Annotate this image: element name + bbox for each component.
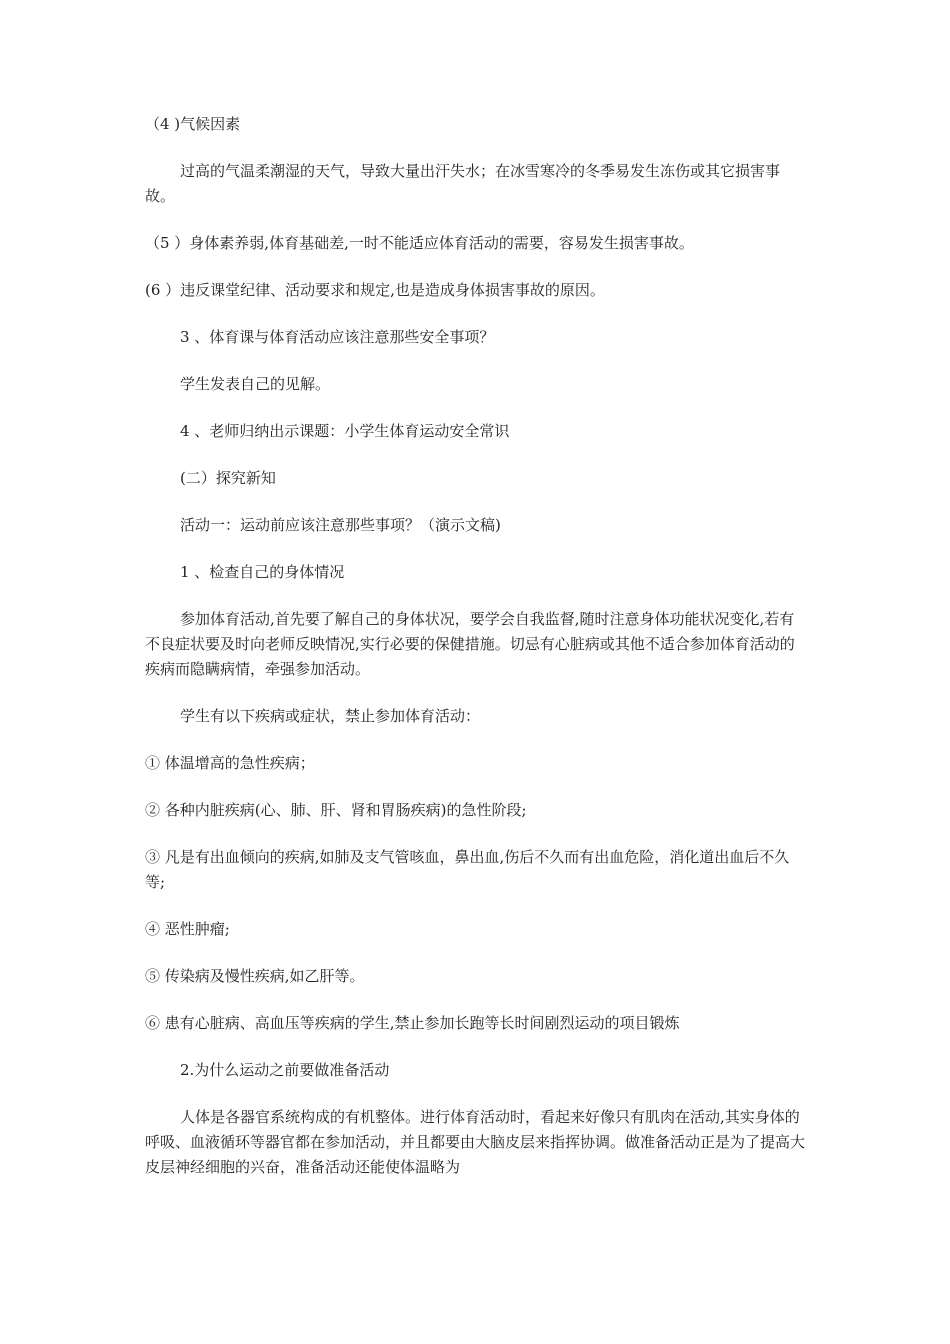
list-item-5: ⑤ 传染病及慢性疾病,如乙肝等。 <box>145 967 365 985</box>
paragraph-climate-detail: 过高的气温柔潮湿的天气，导致大量出汗失水；在冰雪寒冷的冬季易发生冻伤或其它损害事故。 <box>145 162 781 205</box>
list-item-3: ③ 凡是有出血倾向的疾病,如肺及支气管咳血，鼻出血,伤后不久而有出血危险，消化道出血后不久等; <box>145 848 790 891</box>
list-item-2: ② 各种内脏疾病(心、肺、肝、肾和胃肠疾病)的急性阶段; <box>145 801 527 819</box>
paragraph-discipline: (6 ）违反课堂纪律、活动要求和规定,也是造成身体损害事故的原因。 <box>145 281 605 299</box>
paragraph-weak-fitness: （5 ）身体素养弱,体育基础差,一时不能适应体育活动的需要，容易发生损害事故。 <box>145 234 694 252</box>
list-item-6: ⑥ 患有心脏病、高血压等疾病的学生,禁止参加长跑等长时间剧烈运动的项目锻炼 <box>145 1014 680 1032</box>
paragraph-student-views: 学生发表自己的见解。 <box>180 375 331 393</box>
list-item-4: ④ 恶性肿瘤; <box>145 920 230 938</box>
list-item-1: ① 体温增高的急性疾病； <box>145 754 315 772</box>
paragraph-question-3: 3 、体育课与体育活动应该注意那些安全事项？ <box>180 328 495 346</box>
document-page <box>145 112 805 1202</box>
paragraph-warmup-explanation: 人体是各器官系统构成的有机整体。进行体育活动时，看起来好像只有肌肉在活动,其实身体的呼吸、血液循环等器官都在参加活动，并且都要由大脑皮层来指挥协调。做准备活动正是为了提高大皮层神经细胞的兴奋，准备活动还能使体温略为 <box>145 1108 806 1176</box>
paragraph-climate-heading: （4 )气候因素 <box>145 115 241 133</box>
section-heading-explore: (二）探究新知 <box>180 469 276 487</box>
paragraph-topic-4: 4 、老师归纳出示课题：小学生体育运动安全常识 <box>180 422 510 440</box>
paragraph-body-status: 参加体育活动,首先要了解自己的身体状况，要学会自我监督,随时注意身体功能状况变化,若有不良症状要及时向老师反映情况,实行必要的保健措施。切忌有心脏病或其他不适合参加体育活动的疾病而隐瞒病情，牵强参加活动。 <box>145 610 795 678</box>
paragraph-activity-one: 活动一：运动前应该注意那些事项？（演示文稿) <box>180 516 501 534</box>
paragraph-warmup-question: 2.为什么运动之前要做准备活动 <box>180 1061 390 1079</box>
paragraph-check-body: 1 、检查自己的身体情况 <box>180 563 345 581</box>
paragraph-prohibited-intro: 学生有以下疾病或症状，禁止参加体育活动： <box>180 707 481 725</box>
